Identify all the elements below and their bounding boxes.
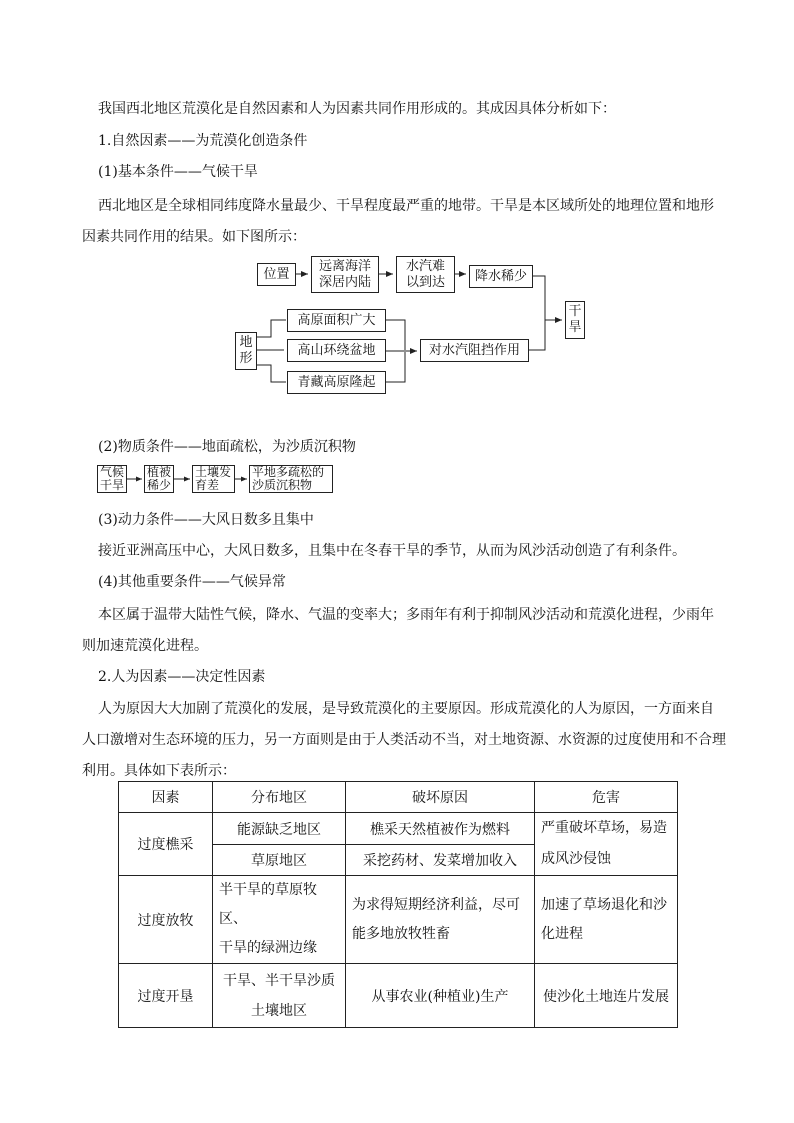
human-paragraph-line1: 人为原因大大加剧了荒漠化的发展，是导致荒漠化的主要原因。形成荒漠化的人为原因，一方面来自: [98, 701, 714, 717]
header-harm: 危害: [535, 782, 678, 813]
node-vapor-block: 对水汽阻挡作用: [420, 339, 529, 362]
cell-cause: 为求得短期经济利益，尽可 能多地放牧牲畜: [346, 876, 535, 964]
node-vapor-hard: 水汽难 以到达: [396, 256, 455, 293]
human-factors-table: [118, 781, 678, 1028]
other-paragraph-line2: 则加速荒漠化进程。: [82, 638, 208, 654]
human-paragraph-line3: 利用。具体如下表所示：: [82, 763, 236, 779]
node-low-rain: 降水稀少: [469, 265, 533, 288]
climate-paragraph-line1: 西北地区是全球相同纬度降水量最少、干旱程度最严重的地带。干旱是本区域所处的地理位置和地形: [98, 198, 714, 214]
node-position: 位置: [257, 263, 296, 286]
node-tibet-uplift: 青藏高原隆起: [287, 371, 386, 394]
dynamic-paragraph: 接近亚洲高压中心，大风日数多，且集中在冬春干旱的季节，从而为风沙活动创造了有利条件。: [98, 543, 686, 559]
cell-area: 能源缺乏地区: [213, 813, 346, 845]
table-header-row: [119, 782, 678, 813]
other-paragraph-line1: 本区属于温带大陆性气候，降水、气温的变率大；多雨年有利于抑制风沙活动和荒漠化进程，少雨年: [98, 607, 714, 623]
intro-paragraph: 我国西北地区荒漠化是自然因素和人为因素共同作用形成的。其成因具体分析如下：: [98, 101, 616, 117]
chain-climate-dry: 气候 干旱: [97, 465, 127, 493]
cell-harm: 严重破坏草场，易造 成风沙侵蚀: [535, 813, 678, 876]
cell-cause: 采挖药材、发菜增加收入: [346, 845, 535, 876]
cell-factor: 过度开垦: [119, 964, 213, 1028]
node-mountain-basin: 高山环绕盆地: [287, 339, 386, 362]
subsection-climate-heading: (1)基本条件——气候干旱: [98, 164, 258, 180]
subsection-material-heading: (2)物质条件——地面疏松，为沙质沉积物: [98, 439, 356, 455]
header-area: 分布地区: [213, 782, 346, 813]
table-row: [119, 964, 678, 1028]
cell-area: 干旱、半干旱沙质 土壤地区: [213, 964, 346, 1028]
cell-factor: 过度放牧: [119, 876, 213, 964]
chain-poor-soil: 土壤发 育差: [192, 465, 235, 493]
node-plateau: 高原面积广大: [287, 309, 386, 332]
cell-harm: 加速了草场退化和沙 化进程: [535, 876, 678, 964]
section1-heading: 1.自然因素——为荒漠化创造条件: [98, 133, 308, 149]
chain-sand-deposits: 平地多疏松的 沙质沉积物: [249, 465, 333, 493]
cell-harm: 使沙化土地连片发展: [535, 964, 678, 1028]
human-paragraph-line2: 人口激增对生态环境的压力，另一方面则是由于人类活动不当，对土地资源、水资源的过度使用和不合理: [82, 732, 726, 748]
cell-cause: 从事农业(种植业)生产: [346, 964, 535, 1028]
chain-sparse-vegetation: 植被 稀少: [144, 465, 174, 493]
climate-paragraph-line2: 因素共同作用的结果。如下图所示：: [82, 229, 306, 245]
cell-area: 半干旱的草原牧区、 干旱的绿洲边缘: [213, 876, 346, 964]
node-terrain: 地 形: [235, 332, 257, 370]
table-row: [119, 876, 678, 964]
cell-cause: 樵采天然植被作为燃料: [346, 813, 535, 845]
subsection-other-heading: (4)其他重要条件——气候异常: [98, 574, 286, 590]
cell-area: 草原地区: [213, 845, 346, 876]
cell-factor: 过度樵采: [119, 813, 213, 876]
node-far-from-ocean: 远离海洋 深居内陆: [311, 256, 379, 293]
subsection-dynamic-heading: (3)动力条件——大风日数多且集中: [98, 512, 314, 528]
header-cause: 破坏原因: [346, 782, 535, 813]
header-factor: 因素: [119, 782, 213, 813]
table-row: [119, 813, 678, 845]
section2-heading: 2.人为因素——决定性因素: [98, 669, 266, 685]
node-drought: 干 旱: [565, 301, 585, 339]
